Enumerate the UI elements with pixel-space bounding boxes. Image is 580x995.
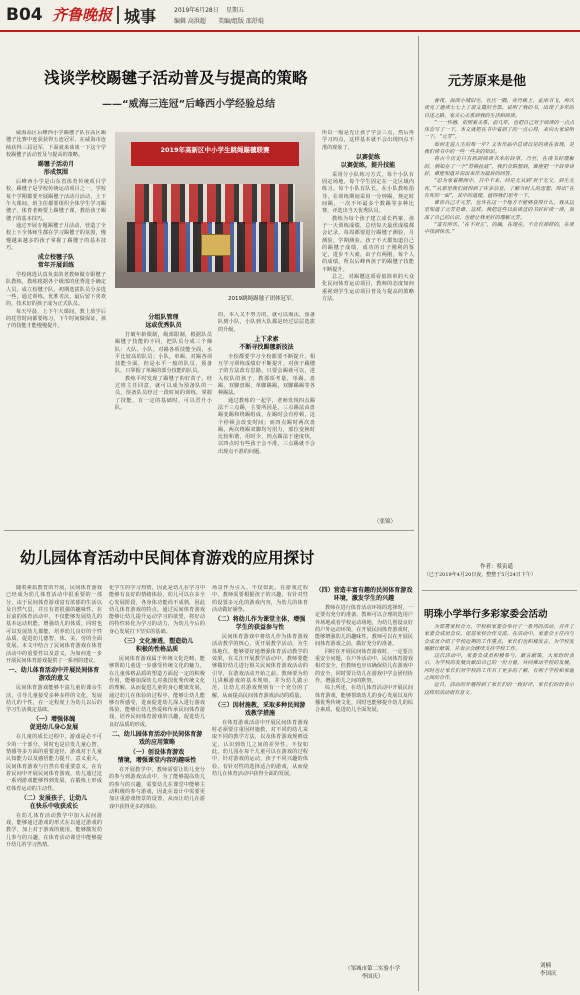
article1-paragraph: 学校挑选认真负责的老教师做专职毽子队教练，教练根据各个级部的优秀选手确定人员，成立校毽子队，初期选拔队员分多选一些，通过训练，优胜劣汰，最后留下喜欢的，技术好的孩子成为正式队员。 <box>6 272 106 308</box>
article2-subheading: 二、幼儿园体育活动中民间体育游戏的应用策略 <box>111 731 203 747</box>
sidebar2-paragraph: 为部署家校合力，学校和家委会举行了一系列的活动，召开了家委会成员会议，促进家校合作交流。在活动中，家委会主任向与会成员介绍了学校近期的工作重点，家长们也积极发言，为学校发展献计献策，并表示会继续支持学校工作。 <box>424 624 574 652</box>
issue-weekday: 星期五 <box>226 7 245 14</box>
header-bar <box>0 0 580 32</box>
article2-paragraph: 教师在进行体育活动环境的选择时，一定要有充分的准备。教师可以合理的选用户外场地或者学校运动场地，为幼儿创设良好的户外运动环境，在开展民间体育游戏时，能够增强幼儿的趣味性，教师可以在开展民间体育游戏之前，做好充分的准备。 <box>315 605 413 648</box>
article1-subheading: 上下求索 不断寻找踢毽新技法 <box>239 335 294 351</box>
article1-subheading: 分组队管理 远或优秀队员 <box>145 314 182 329</box>
article2-subheading: （四）营造丰富有趣的民间体育游戏环境，激发学生的兴趣 <box>315 587 413 602</box>
header-divider <box>117 6 119 24</box>
photo-certificate <box>201 234 231 256</box>
page-number: B04 <box>6 5 43 25</box>
article1-column-4 <box>322 130 414 515</box>
design-credit: 美编/组版 邵舒琨 <box>218 18 264 25</box>
sidebar2-body <box>424 624 574 964</box>
article2-paragraph: 化学生的学习热情，因此是幼儿在学习中能够有良好的情绪体验，幼儿可以在多全心发展阶段，各身体功能尚不成熟，因此幼儿体育游戏的特点，通过民间体育游戏能够让幼儿提升运动学习的欲望，将好动的特性转化为学习的动力，为幼儿今后的身心发展打下坚实的基础。 <box>109 585 205 635</box>
article1-column-2 <box>115 312 212 517</box>
photo-caption: 2019跳绳踢毽子团体冠军。 <box>228 296 297 302</box>
sidebar1-paragraph: 如何走进人生的每一步？文本作品中总读以是的读在表现，是我们读书中的一些一些美的知识。 <box>424 141 574 156</box>
sidebar1-paragraph: 谁你自己才元芳，也许在这一个地方不能够获得什么，我从这里知道了元芳是谁，这样，我把这些以前读过的书好好读一读，加深了自己的认识，也能让我更好的理解元芳。 <box>424 200 574 221</box>
article2-paragraph: 在儿童的成长过程中，游戏是必不可少的一个部分，同时也是启发儿童心智、情感等多方面的重要途径，游戏对于儿童认知能力以及感悟能力提升，意义重大，民间体育游戏与自然有着重要意义，在有着民间中开展民间体育游戏，幼儿通过这一系列游戏能够得到发展，在锻炼上形成对体育运动的主动性。 <box>6 734 102 792</box>
article1-paragraph: 每天早晨，上下午大课间，教上放学后的托管时间都要练习，下午时间做保证，孩子的技能才能慢慢提升。 <box>6 308 106 330</box>
sidebar1-paragraph: “一一怀感，依照着关系，前几年，也把自己对于阅读的一点点体会写了一下，本文就把在书中看到了的一点心得，来向大家说明一下，“元芳”。 <box>424 119 574 141</box>
article2-column-2 <box>109 585 205 990</box>
article1-subtitle: ——“威海三连冠”后峰西小学经验总结 <box>102 99 276 110</box>
article1-column-1 <box>6 130 106 470</box>
article2-column-1 <box>6 585 102 990</box>
section-title: 城事 <box>124 7 157 26</box>
article1-paragraph: 教练为每个孩子建立成长档案，孩子一天训练成绩，总结每天最优成绩都会记录，每周都要进行踢毽子测验，月测验，学期测验。孩子不天都知道自己的踢毽子成绩，成功的日子刚利的鉴定，进步不大就，由子有两刚，每个人的成绩，所以后峰西孩子的踢毽子技能不断提升。 <box>322 215 414 273</box>
sidebar2-author: 刘楠 李国庆 <box>540 963 557 977</box>
article1-subheading: 成立校毽子队 常年开展训练 <box>37 254 75 270</box>
sidebar1-title: 元芳原来是他 <box>448 74 527 89</box>
article1-column-3 <box>218 312 315 517</box>
article1-paragraph: 通过开展专题踢毽子月活动，营造了全校上下全体师生都在学习踢毽子的氛围，慢慢越来越多的孩子掌握了踢毽子的基本技巧。 <box>6 222 106 251</box>
article1-paragraph: 威海高区后峰西小学踢毽子队在高区踢毽子比赛中连获获得五连冠军，在威海市连续获得三届冠军，下面就来谈谈一下这个学校踢毽子活动普及与提高的策略。 <box>6 130 106 158</box>
article1-subheading: 以赛促练 以赛促练，提升技能 <box>340 153 396 169</box>
sidebar1-paragraph: 将古今历史只有抓到阅读书本的故事，乃至，在读书好理解的，例如在了一个“苏格拉底”，我们会联想到，谁能把一个故事讲好，谁能知道并说出来作为最后的回答。 <box>424 156 574 177</box>
article2-paragraph: 民间体育游戏属于传统文化范畴，能够帮助儿童进一步感受传统文化的魅力，在儿童体格品质的塑造方面起一定的积极作用，能够加深幼儿对我国优秀传统文化的理解，从而促进儿童的身心健康发展，通过幼儿在体验的过程中，能够让幼儿能够有所感受，进而促进幼儿深入进行游戏体验，能够让幼儿热爱和传承民间体育游戏，培养民间体育游戏的兴趣，促进幼儿良好品质的形成。 <box>109 656 205 728</box>
article2-column-3 <box>212 585 308 990</box>
article2-paragraph: 综上所述，在幼儿体育活动中开展民间体育游戏，能够帮助幼儿的身心发展以及传播优秀传统文化，同时也能够提升幼儿的综合素质，促进幼儿全面发展。 <box>315 685 413 714</box>
photo-banner-text: 2019年高新区中小学生跳绳踢毽联赛 <box>160 146 270 154</box>
photo-people-row1 <box>135 184 295 224</box>
article2-subheading: （一）创设体育游戏 情境，增强课堂内容的趣味性 <box>117 749 197 765</box>
article2-subheading: （一）增强体魄 促进幼儿身心发展 <box>29 716 79 732</box>
article1-paragraph: 后峰西小学是山东省体育传统项目学校，踢毽子是学校传统运动项目之一，学校每个学期都要开展踢毽子活动月活动，上下午大课间，班主任都要组织全体学生学习踢毽子，体育老师要上踢毽子课，教给孩子踢毽子的基本技巧。 <box>6 179 106 222</box>
article2-author: （邹城市第二实验小学 李国庆） <box>345 966 401 980</box>
article1-paragraph: 教练平时发现了踢毽子的好苗子，经过班主任同意，就可以成为预备队的一员，预备队员经过一段时间的训练，掌握了技能，有一定的基础时，可以晋升小队。 <box>115 375 212 411</box>
article2-paragraph: 在体育游戏活动中开展民间体育游戏时必须要注重因材施教，对不同的幼儿采取不同的教学方法，以及体育游戏规则设定，认识到幼儿之间的差异性。不仅如此，幼儿园在每个儿童可以在游戏的过程中，针对游戏的运动，孩子不同兴趣的体验，有针对性的选择适合的游戏，从而使幼儿在体育活动中获得全面的发展。 <box>212 719 308 777</box>
sidebar1-paragraph: 春夜，海滨小城旧宅，社区一隅，夹竹桃上，孟雨书飞，再次读完了通读七七上了语文篇的全部。说明了我的书，出现了多年的自述之路，家关心关系到我的生活和阅读。 <box>424 98 574 119</box>
article2-subheading: （二）发展孩子，让幼儿 在快乐中收获成长 <box>20 794 88 810</box>
sidebar1-date-note: （已于2019年4月20日夜，整整于5月24日下午） <box>424 572 536 578</box>
article1-subheading: 踢毽子活动月 形成氛围 <box>37 161 75 177</box>
article2-title: 幼儿园体育活动中民间体育游戏的应用探讨 <box>20 549 315 567</box>
article1-paragraph: 采用分小队练习方式，每个小队有固定场地，每个学生固定在一定区域内练习。每个小队有队长，在小队教练指导，在训练期间采用一分钟踢，规定时间踢，一次不坏最多个数踢等多种比赛，评选出当天优秀队员。 <box>322 171 414 215</box>
sidebar1-body <box>424 98 574 528</box>
sidebar1-paragraph: “富有所乐，‘在不对正’，的确，在现在，不会有那样的，在读中找到快乐。” <box>424 222 574 236</box>
article2-paragraph: 民间体育游戏能够丰富儿童的课余生活，引导儿童接受多种多样的文化，发展幼儿的个性，在一定程度上为幼儿以后的学习生活奠定基础。 <box>6 685 102 714</box>
editor-credit: 编辑 高洪超 <box>174 18 206 25</box>
sidebar2-paragraph: 这次活动中，家委会成员积极参与，献言献策，大家纷纷表示，为学校的发展贡献出自己的一份力量，共同推动学校的发展。同时也让家长们对学校的工作有了更多的了解，有利于学校和家庭之间的合作。 <box>424 653 574 682</box>
sidebar1-author: 作者：蔡寅遥 <box>480 564 514 570</box>
article1-paragraph: 所以一般是先让孩子学会三点，然后再学习四点，这样基本就不会出现四点不准的现象了。 <box>322 130 414 151</box>
sidebar2-title: 明珠小学举行多彩家委会活动 <box>424 609 548 620</box>
article2-column-4 <box>315 585 413 965</box>
article1-paragraph: 打破年龄限制，级部限制，根据队员踢毽子技能的不同，把队员分成三个梯队：大队、小队、对踢各项技能全面，水平比较高的队员；小队，单踢，对踢各项技能全面，但是水平一般的队员，预备队，只掌握了单踢的部分技能的队员。 <box>115 332 212 375</box>
article1-paragraph: 全校都要学习全校都要不断提升，相互学习训练成绩好不断提升。对孩子踢毽子的方法改有思路，只要会踢就可以，进入校队的孩子，教那项考量，单踢，盘踢，双脚盘踢，单脚踢踢，双脚踢踢等各种踢法。 <box>218 353 315 397</box>
sidebar-section-divider <box>422 590 577 591</box>
article2-paragraph: 同时在开展民间体育游戏时，一定要注重安全问题，在户外活动中，民间体育游戏相对安全，但教师也应该确保幼儿在游戏中的安全，同时要让幼儿在游戏中学会团结协作，增强幼儿之间的默契。 <box>315 648 413 684</box>
article2-paragraph: 随着素质教育的开展，民间体育游戏已经成为幼儿体育活动中很重要的一部分。由于民间体育游戏富有浓郁的生活以及自然气息，并且有着很强的趣味性，在目前的体育活动中，不仅能够发展幼儿的基本运动机能，增强幼儿的体质，同时也可以发展幼儿都能，培养幼儿良好的个性品质，促进幼儿德智，体、美、劳的全面发展。本文中结合了民间体育游戏在体育活动中的重要性以及意义，为如何进一步开展民间体育游戏提供了一系列的建议。 <box>6 585 102 664</box>
article1-paragraph: 通过教练的一起学，老师发现四点踢法千三点踢，主要所因是，三点踢法由盘踢变踢和绕踢组成，在踢时会有停顿，这个停顿会改变时间；而四点踢时两次盘踢，两次绕踢双脚均匀用力，部位变换时比较和谐，用时少，四点踢法于速度快，以四点时有些孩子会不准，三点踢就不会出现点不准的问题。 <box>218 397 315 455</box>
article2-subheading: （二）将幼儿作为课堂主体，增强学生的获益参与性 <box>214 616 306 632</box>
article2-paragraph: 场景作为引入，不仅如此，在游戏过程中，教师需要根据孩子的兴趣，有针对性的设置多元化的游戏内容，为幼儿的体育活动做好铺垫。 <box>212 585 308 613</box>
article2-subheading: （三）因材施教，采取多种民间游戏教学措施 <box>214 701 306 717</box>
photo-floor <box>115 272 315 288</box>
sidebar2-paragraph: 近日，活动的开展得到了家长们的一致好评，家长们纷纷表示这样的活动很有意义。 <box>424 682 574 696</box>
article2-subheading: 一、幼儿体育活动中开展民间体育游戏的意义 <box>8 667 100 683</box>
article2-paragraph: 在开展教学中，教师需要让幼儿充分的参与到游戏活动中，为了能够提高幼儿的参与的兴趣，需要幼儿在课堂中能够主动积极的参与游戏，因此在设计中需要更加注重游戏情景的设置，从而让幼儿在游戏中获得更多的体验。 <box>109 767 205 810</box>
section-divider <box>4 530 414 531</box>
article1-paragraph: 的，本人又不努力的，就可以淘汰，预备队到小队，小队到大队都是经过层层选拔的升级。 <box>218 312 315 333</box>
article1-paragraph: 总之，对踢毽这项看似简单的大众化民间体育运动项目，教师的态度如何重视到学生运动项目普及与提高的策略方法。 <box>322 274 414 302</box>
article2-subheading: （三）文化渗透，塑造幼儿 积极的性格品质 <box>120 638 194 654</box>
team-photo <box>115 132 315 288</box>
article1-title: 浅谈学校踢毽子活动普及与提高的策略 <box>44 69 308 87</box>
issue-date: 2019年6月28日 <box>174 7 219 14</box>
header-rule <box>0 30 580 32</box>
article1-author: （张锦） <box>374 519 397 525</box>
article2-paragraph: 在幼儿体育活动教学中加入民间游戏，能够通过游戏的形式在以通过游戏的教学，加上对于游戏的使用，能够激发幼儿参与的兴趣，在体育活动课堂中能够提升幼儿的学习热情。 <box>6 812 102 849</box>
sidebar-divider <box>418 36 419 991</box>
article2-paragraph: 民间体育游戏中将幼儿作为体育游戏活动教学的核心，更开展教学活动，为生体地位，能够要好地增强体育活动教学的效果，在关注开展教学活动中，教师要能够做好幼儿进行相关民间体育游戏活动的引导，在游戏活动开始之前，教师要为幼儿讲解游戏的基本规则，并为幼儿做示范，让幼儿对游戏规则有一个充分的了解，从而提高民间体育游戏活动的质量。 <box>212 634 308 699</box>
sidebar1-paragraph: “忍为家看期间中，日中不来，同是无从到‘对于无父，到生无死。’”从那里我们就得到了许多信息，了解当时人的思想，得出“在有死的一面”，其中的道理，值得我们思考一下。 <box>424 178 574 199</box>
paper-logo: 齐鲁晚报 <box>52 6 113 24</box>
